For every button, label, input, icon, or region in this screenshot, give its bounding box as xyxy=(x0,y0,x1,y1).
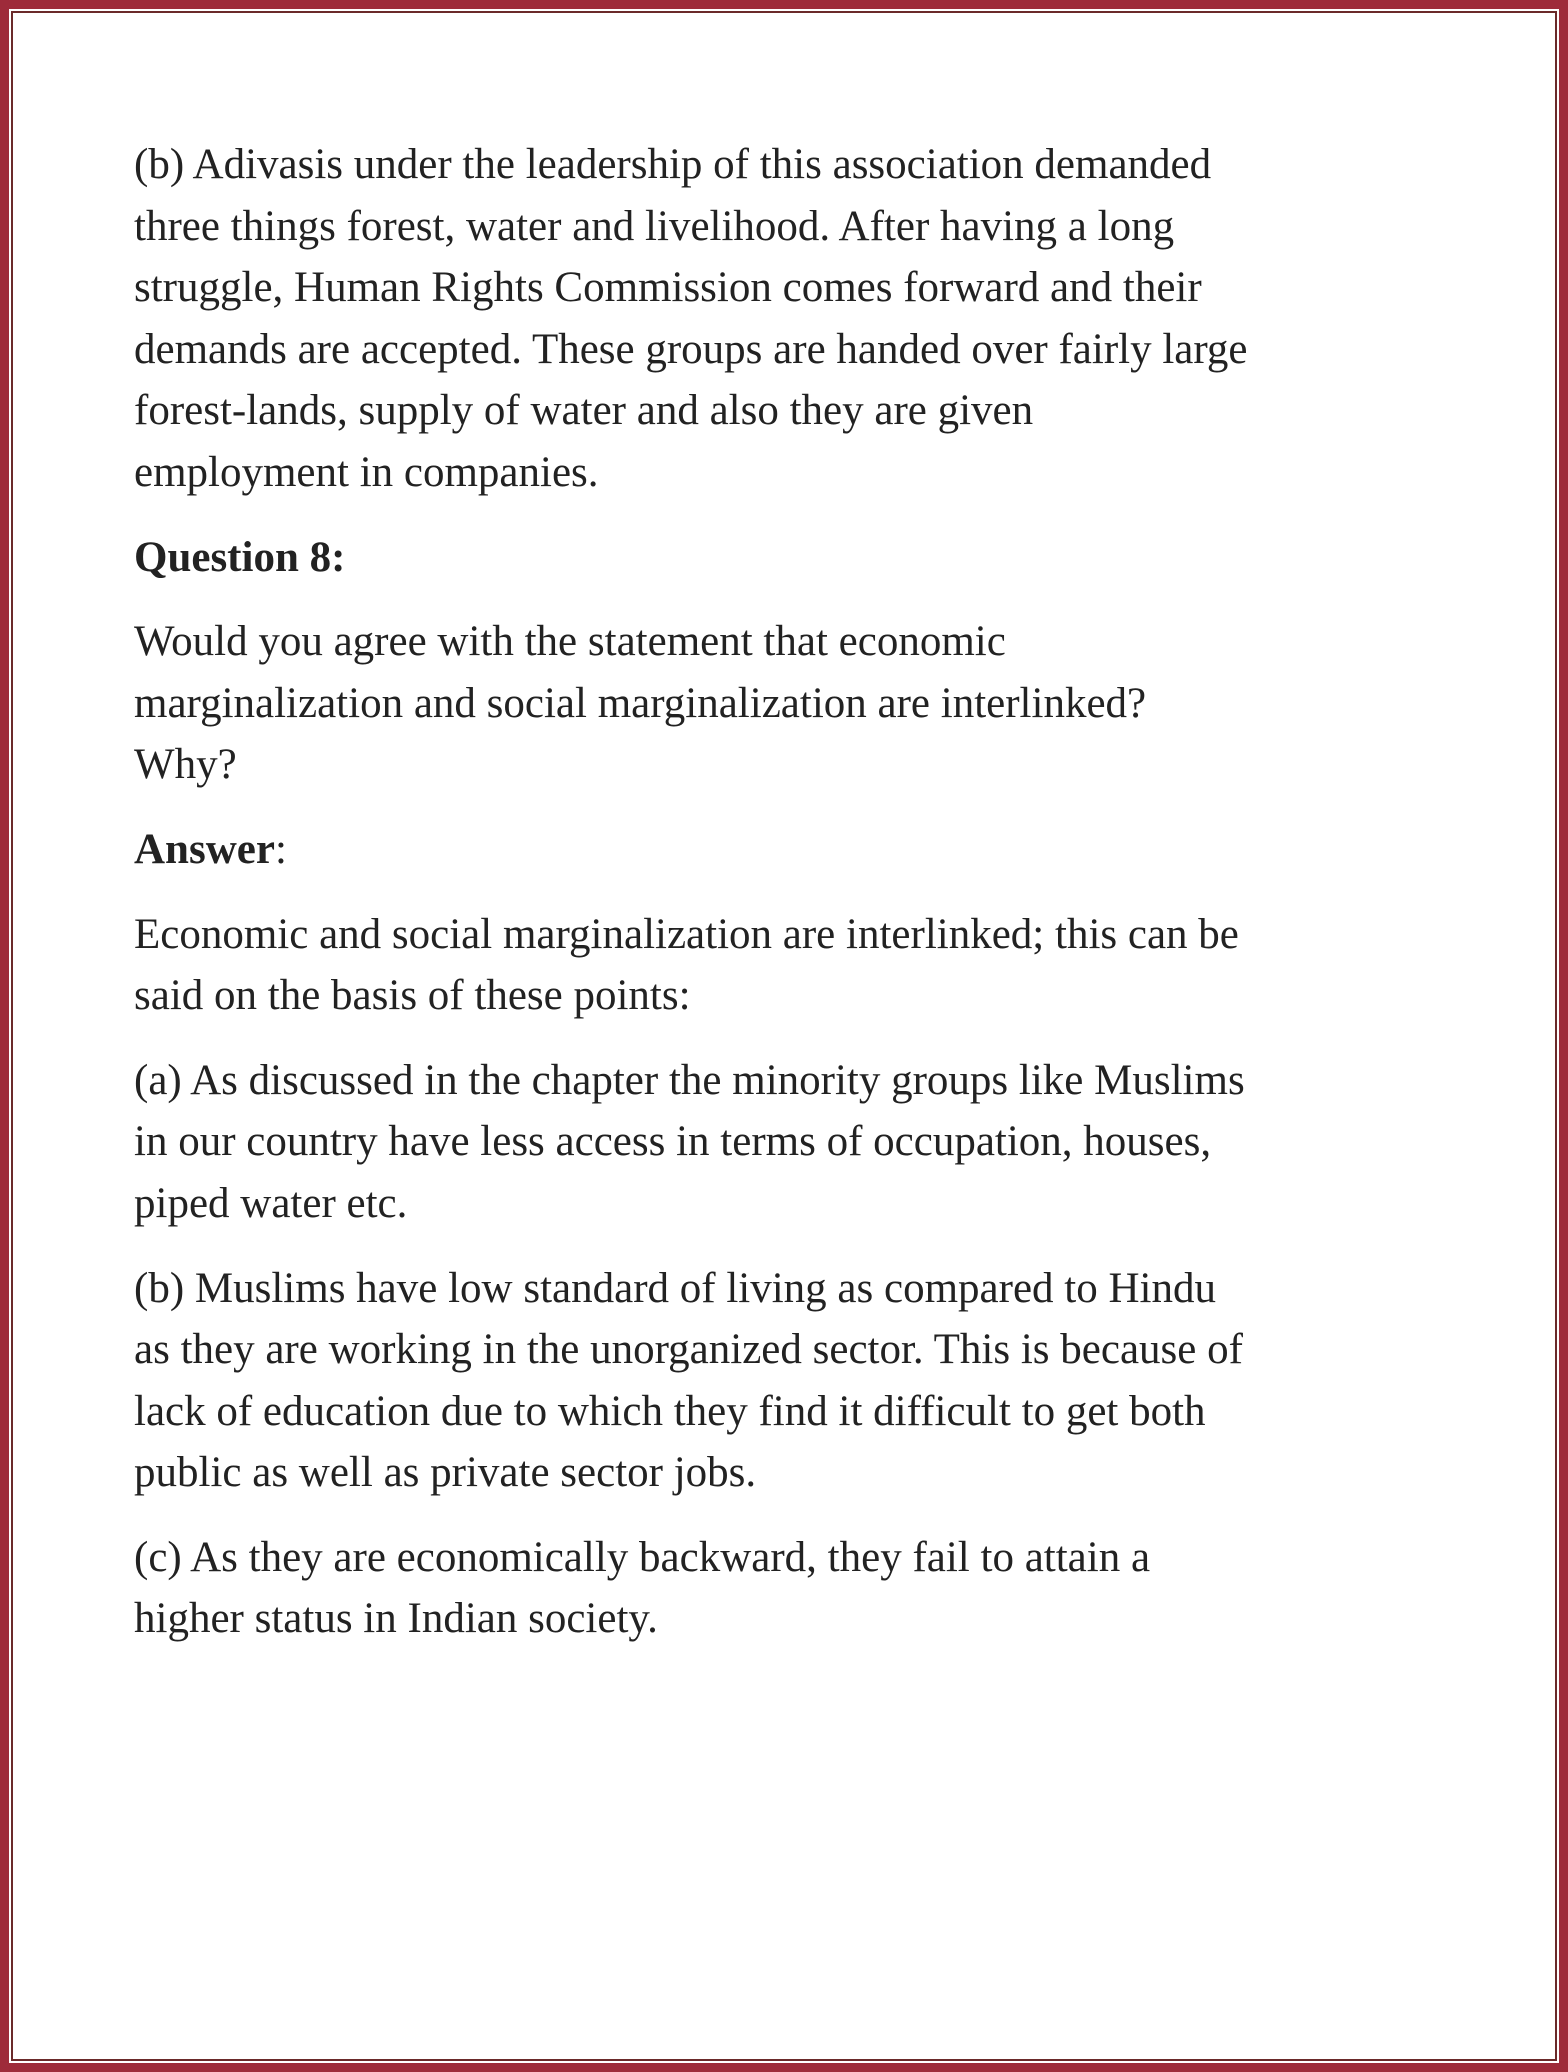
text-line: public as well as private sector jobs. xyxy=(134,1449,757,1497)
text-line: (b) Muslims have low standard of living as compared to Hindu xyxy=(134,1264,1216,1312)
document-content xyxy=(134,134,1464,1673)
text-line: higher status in Indian society. xyxy=(134,1595,658,1643)
text-line: in our country have less access in terms of occupation, houses, xyxy=(134,1118,1212,1166)
text-line: (b) Adivasis under the leadership of this association demanded xyxy=(134,141,1212,188)
answer-intro xyxy=(134,904,1464,1027)
text-line: marginalization and social marginalization are interlinked? xyxy=(134,679,1147,727)
text-line: Why? xyxy=(134,741,237,789)
paragraph-adivasis-demands xyxy=(134,134,1464,504)
text-line: demands are accepted. These groups are handed over fairly large xyxy=(134,325,1248,373)
answer-heading xyxy=(134,819,1464,881)
question-title: Question 8: xyxy=(134,533,346,581)
text-line: three things forest, water and livelihood. After having a long xyxy=(134,202,1175,250)
text-line: Economic and social marginalization are interlinked; this can be xyxy=(134,910,1239,958)
text-line: (c) As they are economically backward, they fail to attain a xyxy=(134,1533,1151,1581)
text-line: lack of education due to which they find it difficult to get both xyxy=(134,1387,1206,1435)
text-line: employment in companies. xyxy=(134,448,599,496)
answer-point-c xyxy=(134,1527,1464,1650)
answer-point-b xyxy=(134,1258,1464,1504)
question-text xyxy=(134,611,1464,796)
answer-colon: : xyxy=(274,825,287,873)
text-line: piped water etc. xyxy=(134,1179,408,1227)
question-heading xyxy=(134,527,1464,589)
text-line: forest-lands, supply of water and also they are given xyxy=(134,387,1034,435)
answer-label: Answer xyxy=(134,825,275,873)
text-line: (a) As discussed in the chapter the minority groups like Muslims xyxy=(134,1056,1245,1104)
answer-point-a xyxy=(134,1050,1464,1235)
text-line: Would you agree with the statement that economic xyxy=(134,618,1006,666)
text-line: struggle, Human Rights Commission comes forward and their xyxy=(134,264,1202,312)
text-line: as they are working in the unorganized sector. This is because of xyxy=(134,1326,1243,1374)
text-line: said on the basis of these points: xyxy=(134,972,691,1020)
